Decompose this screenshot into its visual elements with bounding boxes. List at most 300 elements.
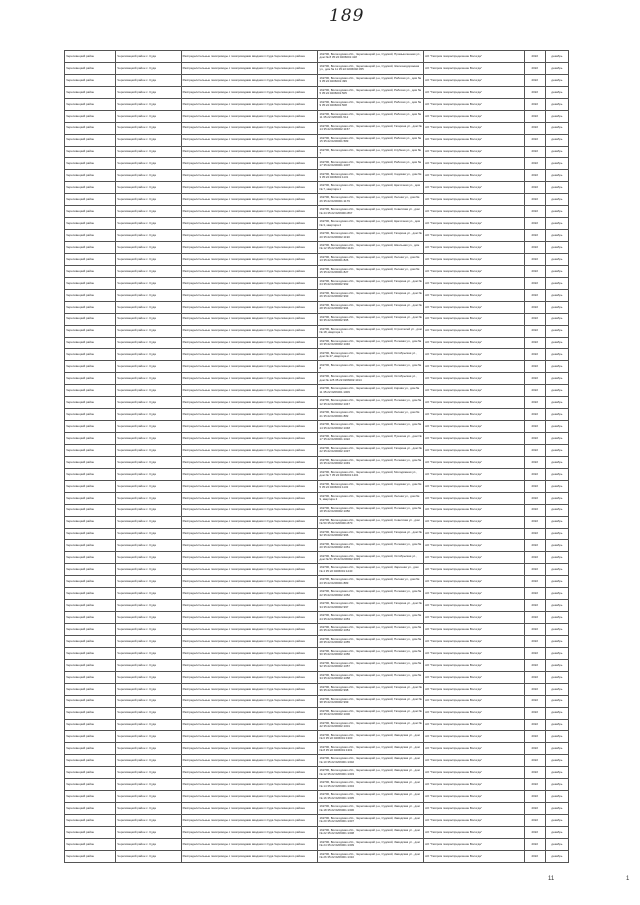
locality-cell: Череповецкий район с. Суда: [116, 134, 181, 146]
month-cell: декабрь: [545, 158, 568, 170]
table-row: [65, 98, 569, 110]
table-row: [65, 146, 569, 158]
address-cell: 162700, Вологодская обл., Череповецкий р-н, Судский, Октябрьская ул., дом № 125 35:22:0206002:1014: [318, 373, 424, 385]
district-cell: Череповецкий район: [65, 612, 116, 624]
owner-cell: АО "Газпром газораспределение Вологда": [424, 218, 525, 230]
locality-cell: Череповецкий район с. Суда: [116, 480, 181, 492]
district-cell: Череповецкий район: [65, 265, 116, 277]
district-cell: Череповецкий район: [65, 803, 116, 815]
object-name-cell: Распределительные газопроводы с газопроводами вводами п.Суда Череповецкого района: [181, 373, 318, 385]
month-cell: декабрь: [545, 671, 568, 683]
year-cell: 2022: [524, 182, 545, 194]
address-cell: 162700, Вологодская обл., Череповецкий р-н, Судский, Советская ул., дом № 44 35:22:0206001:867: [318, 206, 424, 218]
address-cell: 162700, Вологодская обл., Череповецкий р-н, Судский, Лесная ул., дом № 9, квартира 2: [318, 492, 424, 504]
table-row: [65, 194, 569, 206]
owner-cell: АО "Газпром газораспределение Вологда": [424, 349, 525, 361]
address-cell: 162700, Вологодская обл., Череповецкий р-н, Судский, Лесная ул., дом № 21 35:22:0206001:882: [318, 409, 424, 421]
year-cell: 2022: [524, 361, 545, 373]
month-cell: декабрь: [545, 170, 568, 182]
table-row: [65, 826, 569, 838]
locality-cell: Череповецкий район с. Суда: [116, 600, 181, 612]
table-row: [65, 74, 569, 86]
month-cell: декабрь: [545, 743, 568, 755]
month-cell: декабрь: [545, 289, 568, 301]
locality-cell: Череповецкий район с. Суда: [116, 504, 181, 516]
gas-pipeline-register-table: [64, 50, 569, 863]
object-name-cell: Распределительные газопроводы с газопроводами вводами п.Суда Череповецкого района: [181, 504, 318, 516]
address-cell: 162700, Вологодская обл., Череповецкий р-н, Судский, Заводская ул., дом № 22 35:22:0206001:1308: [318, 826, 424, 838]
object-name-cell: Распределительные газопроводы с газопроводами вводами п.Суда Череповецкого района: [181, 433, 318, 445]
month-cell: декабрь: [545, 540, 568, 552]
address-cell: 162700, Вологодская обл., Череповецкий р-н, Судский, Молодёжная ул., дом № 7 35:22:0206001:1201: [318, 468, 424, 480]
year-cell: 2022: [524, 731, 545, 743]
owner-cell: АО "Газпром газораспределение Вологда": [424, 779, 525, 791]
locality-cell: Череповецкий район с. Суда: [116, 218, 181, 230]
owner-cell: АО "Газпром газораспределение Вологда": [424, 671, 525, 683]
month-cell: декабрь: [545, 695, 568, 707]
locality-cell: Череповецкий район с. Суда: [116, 265, 181, 277]
month-cell: декабрь: [545, 588, 568, 600]
district-cell: Череповецкий район: [65, 659, 116, 671]
locality-cell: Череповецкий район с. Суда: [116, 850, 181, 862]
year-cell: 2022: [524, 230, 545, 242]
table-row: [65, 695, 569, 707]
address-cell: 162700, Вологодская обл., Череповецкий р-н, Судский, Гагарина ул., дом № 40 35:22:0206002:1000: [318, 707, 424, 719]
year-cell: 2022: [524, 74, 545, 86]
owner-cell: АО "Газпром газораспределение Вологда": [424, 182, 525, 194]
object-name-cell: Распределительные газопроводы с газопроводами вводами п.Суда Череповецкого района: [181, 707, 318, 719]
table-row: [65, 277, 569, 289]
table-row: [65, 313, 569, 325]
owner-cell: АО "Газпром газораспределение Вологда": [424, 62, 525, 74]
table-row: [65, 564, 569, 576]
owner-cell: АО "Газпром газораспределение Вологда": [424, 409, 525, 421]
locality-cell: Череповецкий район с. Суда: [116, 444, 181, 456]
address-cell: 162700, Вологодская обл., Череповецкий р-н, Судский, Гагарина ул., дом № 34 35:22:0206002:997: [318, 600, 424, 612]
object-name-cell: Распределительные газопроводы с газопроводами вводами п.Суда Череповецкого района: [181, 146, 318, 158]
object-name-cell: Распределительные газопроводы с газопроводами вводами п.Суда Череповецкого района: [181, 779, 318, 791]
locality-cell: Череповецкий район с. Суда: [116, 826, 181, 838]
month-cell: декабрь: [545, 373, 568, 385]
district-cell: Череповецкий район: [65, 397, 116, 409]
district-cell: Череповецкий район: [65, 743, 116, 755]
year-cell: 2022: [524, 504, 545, 516]
table-row: [65, 86, 569, 98]
address-cell: 162700, Вологодская обл., Череповецкий р-н, Судский, Полевая ул., дом № 12 35:22:0206002:1047: [318, 397, 424, 409]
address-cell: 162700, Вологодская обл., Череповецкий р-н, Судский, Рабочая ул., дом № 17 35:22:0206001:1007: [318, 158, 424, 170]
month-cell: декабрь: [545, 826, 568, 838]
table-row: [65, 289, 569, 301]
table-row: [65, 158, 569, 170]
table-row: [65, 444, 569, 456]
owner-cell: АО "Газпром газораспределение Вологда": [424, 504, 525, 516]
address-cell: 162700, Вологодская обл., Череповецкий р-н, Судский, Советская ул., дом № 50 35:22:0206001:870: [318, 516, 424, 528]
address-cell: 162700, Вологодская обл., Череповецкий р-н, Судский, Кирова ул., дом № 11 35:22:0206001:1009: [318, 385, 424, 397]
district-cell: Череповецкий район: [65, 170, 116, 182]
address-cell: 162700, Вологодская обл., Череповецкий р-н, Судский, Гагарина ул., дом № 24 35:22:0206002:992: [318, 277, 424, 289]
district-cell: Череповецкий район: [65, 421, 116, 433]
address-cell: 162700, Вологодская обл., Череповецкий р-н, Судский, Гагарина ул., дом № 38 35:22:0206002:999: [318, 695, 424, 707]
locality-cell: Череповецкий район с. Суда: [116, 456, 181, 468]
year-cell: 2022: [524, 528, 545, 540]
year-cell: 2022: [524, 134, 545, 146]
year-cell: 2022: [524, 194, 545, 206]
owner-cell: АО "Газпром газораспределение Вологда": [424, 361, 525, 373]
year-cell: 2022: [524, 265, 545, 277]
owner-cell: АО "Газпром газораспределение Вологда": [424, 600, 525, 612]
owner-cell: АО "Газпром газораспределение Вологда": [424, 815, 525, 827]
table-row: [65, 600, 569, 612]
table-row: [65, 743, 569, 755]
object-name-cell: Распределительные газопроводы с газопроводами вводами п.Суда Череповецкого района: [181, 564, 318, 576]
object-name-cell: Распределительные газопроводы с газопроводами вводами п.Суда Череповецкого района: [181, 182, 318, 194]
district-cell: Череповецкий район: [65, 755, 116, 767]
locality-cell: Череповецкий район с. Суда: [116, 767, 181, 779]
locality-cell: Череповецкий район с. Суда: [116, 588, 181, 600]
address-cell: 162700, Вологодская обл., Череповецкий р-н, Судский, Заводская ул., дом № 20 35:22:0206001:1307: [318, 815, 424, 827]
locality-cell: Череповецкий район с. Суда: [116, 612, 181, 624]
address-cell: 162700, Вологодская обл., Череповецкий р-н, Судский, Лесная ул., дом № 23 35:22:0206001:883: [318, 576, 424, 588]
table-row: [65, 206, 569, 218]
district-cell: Череповецкий район: [65, 230, 116, 242]
object-name-cell: Распределительные газопроводы с газопроводами вводами п.Суда Череповецкого района: [181, 588, 318, 600]
district-cell: Череповецкий район: [65, 337, 116, 349]
year-cell: 2022: [524, 62, 545, 74]
table-body: [65, 51, 569, 863]
table-row: [65, 480, 569, 492]
object-name-cell: Распределительные газопроводы с газопроводами вводами п.Суда Череповецкого района: [181, 671, 318, 683]
year-cell: 2022: [524, 206, 545, 218]
district-cell: Череповецкий район: [65, 182, 116, 194]
owner-cell: АО "Газпром газораспределение Вологда": [424, 194, 525, 206]
locality-cell: Череповецкий район с. Суда: [116, 707, 181, 719]
year-cell: 2022: [524, 588, 545, 600]
month-cell: декабрь: [545, 253, 568, 265]
address-cell: 162700, Вологодская обл., Череповецкий р-н, Судский, Гагарина ул., дом № 20 35:22:0206002:1190: [318, 230, 424, 242]
year-cell: 2022: [524, 421, 545, 433]
locality-cell: Череповецкий район с. Суда: [116, 349, 181, 361]
month-cell: декабрь: [545, 624, 568, 636]
object-name-cell: Распределительные газопроводы с газопроводами вводами п.Суда Череповецкого района: [181, 600, 318, 612]
address-cell: 162700, Вологодская обл., Череповецкий р-н, Судский, Гагарина ул., дом № 22 35:22:0206002:1037: [318, 444, 424, 456]
year-cell: 2022: [524, 516, 545, 528]
month-cell: декабрь: [545, 492, 568, 504]
month-cell: декабрь: [545, 468, 568, 480]
object-name-cell: Распределительные газопроводы с газопроводами вводами п.Суда Череповецкого района: [181, 349, 318, 361]
year-cell: 2022: [524, 158, 545, 170]
owner-cell: АО "Газпром газораспределение Вологда": [424, 325, 525, 337]
district-cell: Череповецкий район: [65, 218, 116, 230]
district-cell: Череповецкий район: [65, 600, 116, 612]
month-cell: декабрь: [545, 325, 568, 337]
table-row: [65, 218, 569, 230]
locality-cell: Череповецкий район с. Суда: [116, 385, 181, 397]
locality-cell: Череповецкий район с. Суда: [116, 791, 181, 803]
district-cell: Череповецкий район: [65, 62, 116, 74]
year-cell: 2022: [524, 385, 545, 397]
year-cell: 2022: [524, 301, 545, 313]
owner-cell: АО "Газпром газораспределение Вологда": [424, 791, 525, 803]
object-name-cell: Распределительные газопроводы с газопроводами вводами п.Суда Череповецкого района: [181, 838, 318, 850]
object-name-cell: Распределительные газопроводы с газопроводами вводами п.Суда Череповецкого района: [181, 289, 318, 301]
address-cell: 162700, Вологодская обл., Череповецкий р-н, Судский, Полевая ул., дом № 10 35:22:0206002:1046: [318, 337, 424, 349]
object-name-cell: Распределительные газопроводы с газопроводами вводами п.Суда Череповецкого района: [181, 421, 318, 433]
address-cell: 162700, Вологодская обл., Череповецкий р-н, Судский, Рабочая ул., дом № 5 35:22:0206001:505: [318, 86, 424, 98]
locality-cell: Череповецкий район с. Суда: [116, 492, 181, 504]
district-cell: Череповецкий район: [65, 635, 116, 647]
object-name-cell: Распределительные газопроводы с газопроводами вводами п.Суда Череповецкого района: [181, 158, 318, 170]
address-cell: 162700, Вологодская обл., Череповецкий р-н, Судский, Гагарина ул., дом № 30 35:22:0206002:995: [318, 313, 424, 325]
table-row: [65, 779, 569, 791]
owner-cell: АО "Газпром газораспределение Вологда": [424, 755, 525, 767]
month-cell: декабрь: [545, 528, 568, 540]
owner-cell: АО "Газпром газораспределение Вологда": [424, 170, 525, 182]
locality-cell: Череповецкий район с. Суда: [116, 743, 181, 755]
owner-cell: АО "Газпром газораспределение Вологда": [424, 146, 525, 158]
owner-cell: АО "Газпром газораспределение Вологда": [424, 540, 525, 552]
month-cell: декабрь: [545, 313, 568, 325]
year-cell: 2022: [524, 826, 545, 838]
address-cell: 162700, Вологодская обл., Череповецкий р-н, Судский, Заводская ул., дом № 24 35:22:0206001:1309: [318, 838, 424, 850]
locality-cell: Череповецкий район с. Суда: [116, 421, 181, 433]
locality-cell: Череповецкий район с. Суда: [116, 468, 181, 480]
month-cell: декабрь: [545, 504, 568, 516]
address-cell: 162700, Вологодская обл., Череповецкий р-н, Судский, Рабочая ул., дом № 3 35:22:0206001:499: [318, 74, 424, 86]
owner-cell: АО "Газпром газораспределение Вологда": [424, 301, 525, 313]
table-row: [65, 803, 569, 815]
owner-cell: АО "Газпром газораспределение Вологда": [424, 158, 525, 170]
locality-cell: Череповецкий район с. Суда: [116, 146, 181, 158]
object-name-cell: Распределительные газопроводы с газопроводами вводами п.Суда Череповецкого района: [181, 850, 318, 862]
address-cell: 162700, Вологодская обл., Череповецкий р-н, Судский, Полевая ул., дом № 26 35:22:0206002:1054: [318, 624, 424, 636]
year-cell: 2022: [524, 838, 545, 850]
owner-cell: АО "Газпром газораспределение Вологда": [424, 624, 525, 636]
object-name-cell: Распределительные газопроводы с газопроводами вводами п.Суда Череповецкого района: [181, 659, 318, 671]
month-cell: декабрь: [545, 51, 568, 63]
object-name-cell: Распределительные газопроводы с газопроводами вводами п.Суда Череповецкого района: [181, 624, 318, 636]
address-cell: 162700, Вологодская обл., Череповецкий р-н, Судский, Заводская ул., дом № 12 35:22:0206001:1303: [318, 767, 424, 779]
month-cell: декабрь: [545, 683, 568, 695]
owner-cell: АО "Газпром газораспределение Вологда": [424, 647, 525, 659]
year-cell: 2022: [524, 373, 545, 385]
address-cell: 162700, Вологодская обл., Череповецкий р-н, Судский, Полевая ул., дом № 24 35:22:0206002:1053: [318, 612, 424, 624]
address-cell: 162700, Вологодская обл., Череповецкий р-н, Судский, Полевая ул., дом № 20 35:22:0206002:1051: [318, 540, 424, 552]
object-name-cell: Распределительные газопроводы с газопроводами вводами п.Суда Череповецкого района: [181, 218, 318, 230]
owner-cell: АО "Газпром газораспределение Вологда": [424, 552, 525, 564]
year-cell: 2022: [524, 659, 545, 671]
object-name-cell: Распределительные газопроводы с газопроводами вводами п.Суда Череповецкого района: [181, 647, 318, 659]
object-name-cell: Распределительные газопроводы с газопроводами вводами п.Суда Череповецкого района: [181, 385, 318, 397]
month-cell: декабрь: [545, 277, 568, 289]
locality-cell: Череповецкий район с. Суда: [116, 695, 181, 707]
object-name-cell: Распределительные газопроводы с газопроводами вводами п.Суда Череповецкого района: [181, 122, 318, 134]
table-row: [65, 265, 569, 277]
locality-cell: Череповецкий район с. Суда: [116, 516, 181, 528]
owner-cell: АО "Газпром газораспределение Вологда": [424, 444, 525, 456]
owner-cell: АО "Газпром газораспределение Вологда": [424, 528, 525, 540]
table-row: [65, 528, 569, 540]
district-cell: Череповецкий район: [65, 719, 116, 731]
year-cell: 2022: [524, 791, 545, 803]
district-cell: Череповецкий район: [65, 850, 116, 862]
table-row: [65, 588, 569, 600]
object-name-cell: Распределительные газопроводы с газопроводами вводами п.Суда Череповецкого района: [181, 540, 318, 552]
object-name-cell: Распределительные газопроводы с газопроводами вводами п.Суда Череповецкого района: [181, 731, 318, 743]
table-row: [65, 635, 569, 647]
address-cell: 162700, Вологодская обл., Череповецкий р-н, Судский, Гагарина ул., дом № 36 35:22:0206002:998: [318, 683, 424, 695]
object-name-cell: Распределительные газопроводы с газопроводами вводами п.Суда Череповецкого района: [181, 110, 318, 122]
table-row: [65, 456, 569, 468]
object-name-cell: Распределительные газопроводы с газопроводами вводами п.Суда Череповецкого района: [181, 791, 318, 803]
district-cell: Череповецкий район: [65, 206, 116, 218]
district-cell: Череповецкий район: [65, 373, 116, 385]
table-row: [65, 767, 569, 779]
locality-cell: Череповецкий район с. Суда: [116, 98, 181, 110]
address-cell: 162700, Вологодская обл., Череповецкий р-н, Судский, Гагарина ул., дом № 42 35:22:0206002:1001: [318, 719, 424, 731]
owner-cell: АО "Газпром газораспределение Вологда": [424, 683, 525, 695]
owner-cell: АО "Газпром газораспределение Вологда": [424, 612, 525, 624]
owner-cell: АО "Газпром газораспределение Вологда": [424, 373, 525, 385]
address-cell: 162700, Вологодская обл., Череповецкий р-н, Судский, Заречная ул., дом № 4 35:22:0206001:1240: [318, 564, 424, 576]
address-cell: 162700, Вологодская обл., Череповецкий р-н, Судский, Садовая ул., дом № 5 35:22:0206001:1132: [318, 480, 424, 492]
object-name-cell: Распределительные газопроводы с газопроводами вводами п.Суда Череповецкого района: [181, 815, 318, 827]
owner-cell: АО "Газпром газораспределение Вологда": [424, 122, 525, 134]
locality-cell: Череповецкий район с. Суда: [116, 337, 181, 349]
table-row: [65, 576, 569, 588]
month-cell: декабрь: [545, 576, 568, 588]
district-cell: Череповецкий район: [65, 516, 116, 528]
locality-cell: Череповецкий район с. Суда: [116, 433, 181, 445]
owner-cell: АО "Газпром газораспределение Вологда": [424, 433, 525, 445]
page-number: 189: [329, 6, 365, 26]
month-cell: декабрь: [545, 206, 568, 218]
locality-cell: Череповецкий район с. Суда: [116, 86, 181, 98]
locality-cell: Череповецкий район с. Суда: [116, 815, 181, 827]
table-row: [65, 504, 569, 516]
owner-cell: АО "Газпром газораспределение Вологда": [424, 313, 525, 325]
object-name-cell: Распределительные газопроводы с газопроводами вводами п.Суда Череповецкого района: [181, 361, 318, 373]
month-cell: декабрь: [545, 635, 568, 647]
year-cell: 2022: [524, 289, 545, 301]
table-row: [65, 182, 569, 194]
year-cell: 2022: [524, 433, 545, 445]
owner-cell: АО "Газпром газораспределение Вологда": [424, 743, 525, 755]
month-cell: декабрь: [545, 719, 568, 731]
district-cell: Череповецкий район: [65, 528, 116, 540]
object-name-cell: Распределительные газопроводы с газопроводами вводами п.Суда Череповецкого района: [181, 62, 318, 74]
district-cell: Череповецкий район: [65, 385, 116, 397]
table-row: [65, 122, 569, 134]
object-name-cell: Распределительные газопроводы с газопроводами вводами п.Суда Череповецкого района: [181, 265, 318, 277]
owner-cell: АО "Газпром газораспределение Вологда": [424, 74, 525, 86]
district-cell: Череповецкий район: [65, 74, 116, 86]
year-cell: 2022: [524, 313, 545, 325]
table-row: [65, 385, 569, 397]
object-name-cell: Распределительные газопроводы с газопроводами вводами п.Суда Череповецкого района: [181, 253, 318, 265]
table-row: [65, 624, 569, 636]
table-row: [65, 731, 569, 743]
table-row: [65, 134, 569, 146]
locality-cell: Череповецкий район с. Суда: [116, 803, 181, 815]
locality-cell: Череповецкий район с. Суда: [116, 779, 181, 791]
month-cell: декабрь: [545, 444, 568, 456]
owner-cell: АО "Газпром газораспределение Вологда": [424, 695, 525, 707]
object-name-cell: Распределительные газопроводы с газопроводами вводами п.Суда Череповецкого района: [181, 444, 318, 456]
year-cell: 2022: [524, 409, 545, 421]
address-cell: 162700, Вологодская обл., Череповецкий р-н, Судский, Заводская ул., дом № 14 35:22:0206001:1304: [318, 779, 424, 791]
locality-cell: Череповецкий район с. Суда: [116, 325, 181, 337]
object-name-cell: Распределительные газопроводы с газопроводами вводами п.Суда Череповецкого района: [181, 301, 318, 313]
locality-cell: Череповецкий район с. Суда: [116, 659, 181, 671]
locality-cell: Череповецкий район с. Суда: [116, 206, 181, 218]
address-cell: 162700, Вологодская обл., Череповецкий р-н, Судский, Рабочая ул., дом № 9 35:22:0206001:508: [318, 98, 424, 110]
district-cell: Череповецкий район: [65, 671, 116, 683]
locality-cell: Череповецкий район с. Суда: [116, 635, 181, 647]
district-cell: Череповецкий район: [65, 444, 116, 456]
owner-cell: АО "Газпром газораспределение Вологда": [424, 838, 525, 850]
owner-cell: АО "Газпром газораспределение Вологда": [424, 576, 525, 588]
table-row: [65, 791, 569, 803]
month-cell: декабрь: [545, 791, 568, 803]
owner-cell: АО "Газпром газораспределение Вологда": [424, 206, 525, 218]
district-cell: Череповецкий район: [65, 707, 116, 719]
table-row: [65, 421, 569, 433]
year-cell: 2022: [524, 850, 545, 862]
table-row: [65, 397, 569, 409]
object-name-cell: Распределительные газопроводы с газопроводами вводами п.Суда Череповецкого района: [181, 134, 318, 146]
year-cell: 2022: [524, 51, 545, 63]
scan-footer-mark: 11: [548, 876, 555, 882]
district-cell: Череповецкий район: [65, 767, 116, 779]
object-name-cell: Распределительные газопроводы с газопроводами вводами п.Суда Череповецкого района: [181, 456, 318, 468]
table-row: [65, 433, 569, 445]
year-cell: 2022: [524, 492, 545, 504]
month-cell: декабрь: [545, 74, 568, 86]
year-cell: 2022: [524, 110, 545, 122]
address-cell: 162700, Вологодская обл., Череповецкий р-н, Судский, Октябрьская ул., дом № 51 35:22:0206002:1015: [318, 552, 424, 564]
address-cell: 162700, Вологодская обл., Череповецкий р-н, Судский, Полевая ул., дом № 28 35:22:0206002:1055: [318, 635, 424, 647]
object-name-cell: Распределительные газопроводы с газопроводами вводами п.Суда Череповецкого района: [181, 612, 318, 624]
object-name-cell: Распределительные газопроводы с газопроводами вводами п.Суда Череповецкого района: [181, 86, 318, 98]
owner-cell: АО "Газпром газораспределение Вологда": [424, 731, 525, 743]
table-row: [65, 409, 569, 421]
district-cell: Череповецкий район: [65, 86, 116, 98]
district-cell: Череповецкий район: [65, 504, 116, 516]
address-cell: 162700, Вологодская обл., Череповецкий р-н, Судский, Полевая ул., дом № 8: [318, 361, 424, 373]
district-cell: Череповецкий район: [65, 313, 116, 325]
address-cell: 162700, Вологодская обл., Череповецкий р-н, Судский, Заводская ул., дом № 16 35:22:0206001:1305: [318, 791, 424, 803]
month-cell: декабрь: [545, 409, 568, 421]
object-name-cell: Распределительные газопроводы с газопроводами вводами п.Суда Череповецкого района: [181, 528, 318, 540]
address-cell: 162700, Вологодская обл., Череповецкий р-н, Судский, Заводская ул., дом № 26 35:22:0206001:1310: [318, 850, 424, 862]
owner-cell: АО "Газпром газораспределение Вологда": [424, 826, 525, 838]
locality-cell: Череповецкий район с. Суда: [116, 373, 181, 385]
address-cell: 162700, Вологодская обл., Череповецкий р-н, Судский, Лесная ул., дом № 15 35:22:0206001:827: [318, 265, 424, 277]
district-cell: Череповецкий район: [65, 791, 116, 803]
object-name-cell: Распределительные газопроводы с газопроводами вводами п.Суда Череповецкого района: [181, 743, 318, 755]
month-cell: декабрь: [545, 242, 568, 254]
owner-cell: АО "Газпром газораспределение Вологда": [424, 265, 525, 277]
month-cell: декабрь: [545, 361, 568, 373]
district-cell: Череповецкий район: [65, 361, 116, 373]
address-cell: 162700, Вологодская обл., Череповецкий р-н, Судский, Заводская ул., дом № 10 35:22:0206001:1302: [318, 755, 424, 767]
table-row: [65, 540, 569, 552]
year-cell: 2022: [524, 218, 545, 230]
owner-cell: АО "Газпром газораспределение Вологда": [424, 659, 525, 671]
locality-cell: Череповецкий район с. Суда: [116, 253, 181, 265]
locality-cell: Череповецкий район с. Суда: [116, 122, 181, 134]
year-cell: 2022: [524, 86, 545, 98]
